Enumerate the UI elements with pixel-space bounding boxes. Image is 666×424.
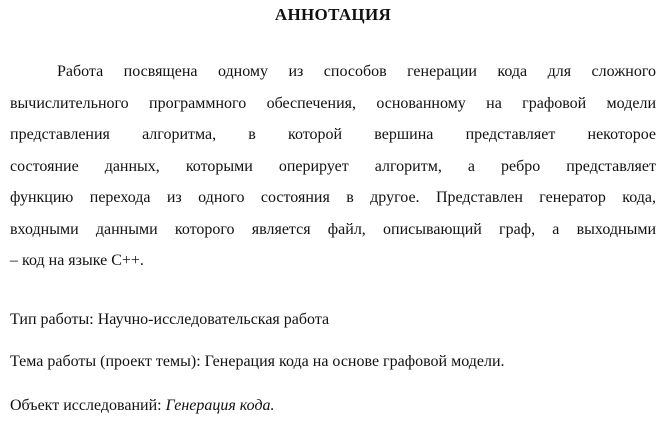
abstract-line: Работа посвящена одному из способов генерации кода для сложного [57,63,656,80]
work-topic-label: Тема работы (проект темы): [10,353,201,370]
work-topic-value: Генерация кода на основе графовой модели. [204,353,505,370]
abstract-line: – код на языке C++. [10,252,144,269]
work-type-label: Тип работы: [10,311,94,328]
abstract-line: состояние данных, которыми оперирует алгоритм, а ребро представляет [10,157,656,175]
abstract-line: функцию перехода из одного состояния в другое. Представлен генератор кода, [10,189,656,206]
abstract-line: представления алгоритма, в которой вершина представляет некоторое [10,126,656,143]
document-title: АННОТАЦИЯ [274,5,392,24]
abstract-paragraph [10,56,656,277]
work-type-row [10,310,329,330]
abstract-line: вычислительного программного обеспечения, основанному на графовой модели [10,94,656,112]
research-object-value: Генерация кода. [165,397,275,414]
work-topic-row [10,352,505,372]
abstract-line: входными данными которого является файл, описывающий граф, а выходными [10,220,656,238]
research-object-label: Объект исследований: [10,397,162,414]
research-object-row [10,396,275,416]
work-type-value: Научно-исследовательская работа [97,311,330,328]
